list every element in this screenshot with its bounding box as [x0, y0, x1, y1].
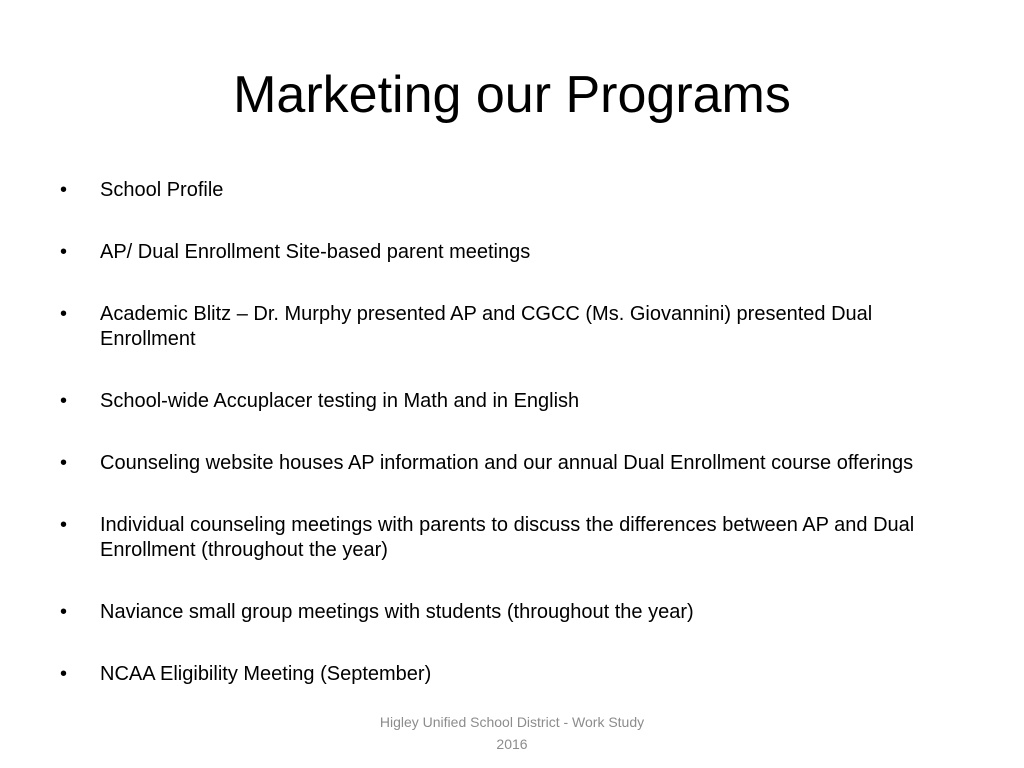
bullet-icon: • [60, 452, 68, 474]
bullet-icon: • [60, 514, 68, 536]
bullet-item [60, 513, 970, 563]
bullet-icon: • [60, 303, 68, 325]
bullet-text: Academic Blitz – Dr. Murphy presented AP and CGCC (Ms. Giovannini) presented Dual Enrollment [100, 303, 873, 350]
bullet-text: Naviance small group meetings with students (throughout the year) [100, 601, 694, 623]
bullet-item [60, 451, 970, 476]
bullet-icon: • [60, 179, 68, 201]
bullet-list [60, 178, 970, 687]
slide-title: Marketing our Programs [233, 66, 791, 124]
bullet-text: Individual counseling meetings with parents to discuss the differences between AP and Dual Enrollment (throughout the year) [100, 514, 915, 561]
bullet-item [60, 600, 970, 625]
bullet-icon: • [60, 241, 68, 263]
bullet-text: NCAA Eligibility Meeting (September) [100, 663, 432, 685]
bullet-item [60, 240, 970, 265]
bullet-text: School-wide Accuplacer testing in Math and in English [100, 390, 580, 412]
bullet-item [60, 662, 970, 687]
footer-line-2: 2016 [496, 736, 528, 752]
bullet-icon: • [60, 390, 68, 412]
bullet-item [60, 302, 970, 352]
bullet-text: Counseling website houses AP information and our annual Dual Enrollment course offerings [100, 452, 914, 474]
footer-line-1: Higley Unified School District - Work Study [379, 714, 645, 730]
bullet-item [60, 178, 970, 203]
bullet-text: AP/ Dual Enrollment Site-based parent meetings [100, 241, 531, 263]
bullet-text: School Profile [100, 179, 224, 201]
bullet-icon: • [60, 663, 68, 685]
slide-footer [312, 711, 712, 755]
bullet-icon: • [60, 601, 68, 623]
bullet-item [60, 389, 970, 414]
